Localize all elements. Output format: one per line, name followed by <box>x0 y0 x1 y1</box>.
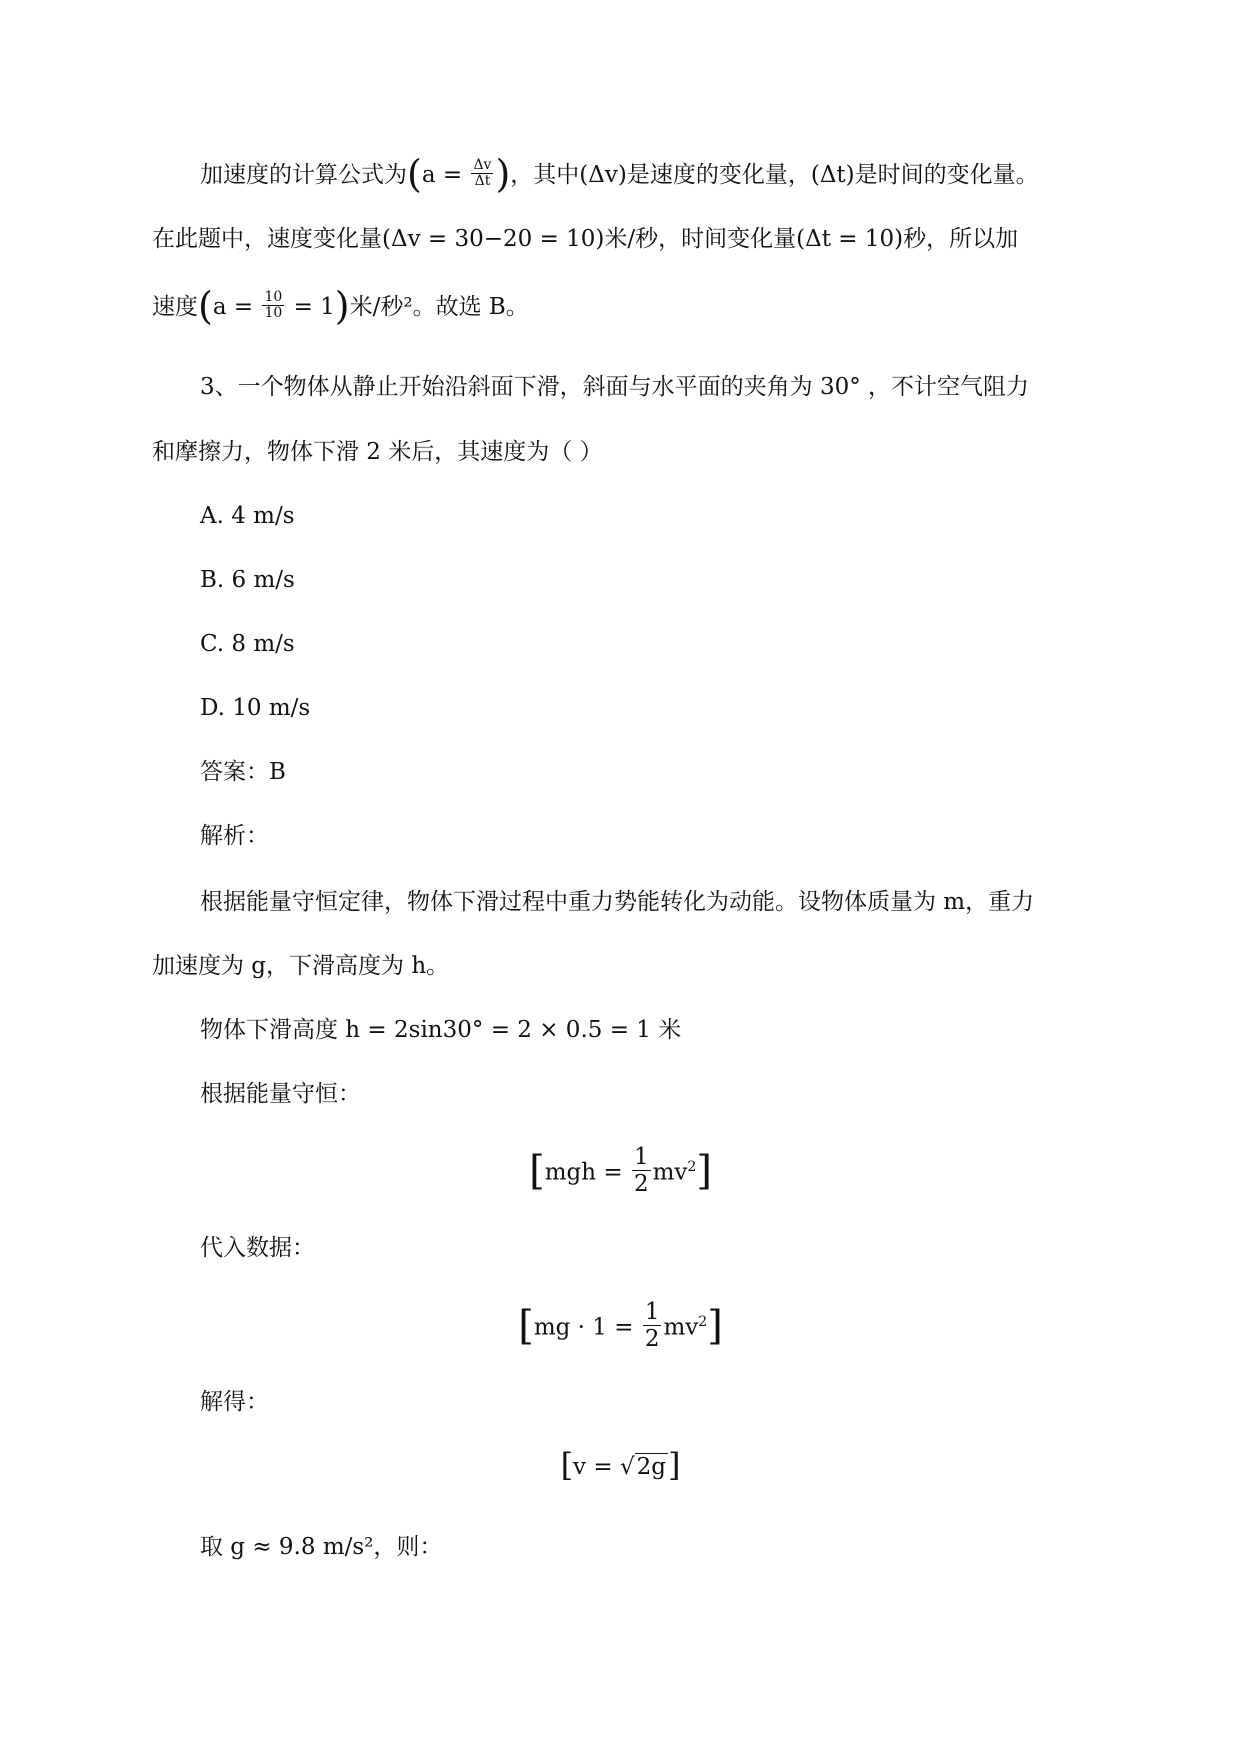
bracket-close: ] <box>667 1446 681 1484</box>
fraction-denominator: 2 <box>633 1171 649 1197</box>
square-root <box>620 1450 668 1484</box>
fraction-10-10 <box>262 290 284 321</box>
fraction-denominator: 10 <box>264 304 283 321</box>
fraction-denominator: Δt <box>474 172 491 189</box>
substitute-label: 代入数据： <box>200 1235 315 1261</box>
bracket-close: ] <box>696 1147 712 1194</box>
option-c: C. 8 m/s <box>200 631 295 657</box>
bracket-open: [ <box>560 1446 574 1484</box>
height-calculation: 物体下滑高度 h = 2sin30° = 2 × 0.5 = 1 米 <box>200 1017 682 1043</box>
paragraph-result <box>152 284 1092 328</box>
fraction-numerator: 10 <box>264 288 283 305</box>
eq-lhs: mgh = <box>544 1159 623 1186</box>
formula-lhs: a = <box>212 294 254 320</box>
radicand: 2g <box>636 1454 666 1480</box>
equation-energy <box>0 1144 1241 1200</box>
formula-lhs: a = <box>421 162 463 188</box>
fraction-numerator: 1 <box>644 1299 660 1325</box>
option-b: B. 6 m/s <box>200 567 295 593</box>
fraction-numerator: Δv <box>473 156 492 173</box>
answer: 答案：B <box>200 759 286 785</box>
bracket-close: ] <box>707 1302 723 1349</box>
energy-label: 根据能量守恒： <box>200 1081 361 1107</box>
paren-close: ) <box>334 284 350 328</box>
paren-close: ) <box>495 152 511 196</box>
gravity-value: 取 g ≈ 9.8 m/s²，则： <box>200 1534 443 1560</box>
option-d: D. 10 m/s <box>200 695 311 721</box>
fraction-denominator: 2 <box>644 1326 660 1352</box>
fraction-dv-dt <box>471 158 493 189</box>
eq-lhs: v = <box>573 1454 613 1480</box>
question-line-1: 3、一个物体从静止开始沿斜面下滑，斜面与水平面的夹角为 30° ，不计空气阻力 <box>200 374 1030 400</box>
solve-label: 解得： <box>200 1389 269 1415</box>
eq-rhs: mv <box>663 1314 699 1341</box>
text: ，其中(Δv)是速度的变化量，(Δt)是时间的变化量。 <box>510 162 1039 188</box>
analysis-line-1: 根据能量守恒定律，物体下滑过程中重力势能转化为动能。设物体质量为 m，重力 <box>200 889 1035 915</box>
eq-rhs: mv <box>652 1159 688 1186</box>
fraction-half <box>632 1144 651 1197</box>
exponent: 2 <box>698 1313 708 1330</box>
paragraph-calc: 在此题中，速度变化量(Δv = 30−20 = 10)米/秒，时间变化量(Δt = 10)秒，所以加 <box>152 226 1019 252</box>
equation-substitute <box>0 1299 1241 1355</box>
exponent: 2 <box>687 1158 697 1175</box>
analysis-label: 解析： <box>200 823 269 849</box>
option-a: A. 4 m/s <box>200 503 295 529</box>
analysis-line-2: 加速度为 g，下滑高度为 h。 <box>152 953 450 979</box>
formula-rhs: = 1 <box>293 294 335 320</box>
question-line-2: 和摩擦力，物体下滑 2 米后，其速度为（ ） <box>152 439 603 465</box>
text: 加速度的计算公式为 <box>200 162 407 188</box>
text: 速度 <box>152 294 198 320</box>
equation-velocity <box>0 1446 1241 1485</box>
paren-open: ( <box>198 284 213 328</box>
bracket-open: [ <box>518 1302 534 1349</box>
fraction-half <box>643 1299 662 1352</box>
paren-open: ( <box>407 152 422 196</box>
radical-sign: √ <box>619 1454 635 1480</box>
fraction-numerator: 1 <box>633 1144 649 1170</box>
text: 米/秒²。故选 B。 <box>349 294 529 320</box>
paragraph-acceleration-formula <box>200 152 1140 196</box>
bracket-open: [ <box>529 1147 545 1194</box>
eq-lhs: mg · 1 = <box>533 1314 634 1341</box>
